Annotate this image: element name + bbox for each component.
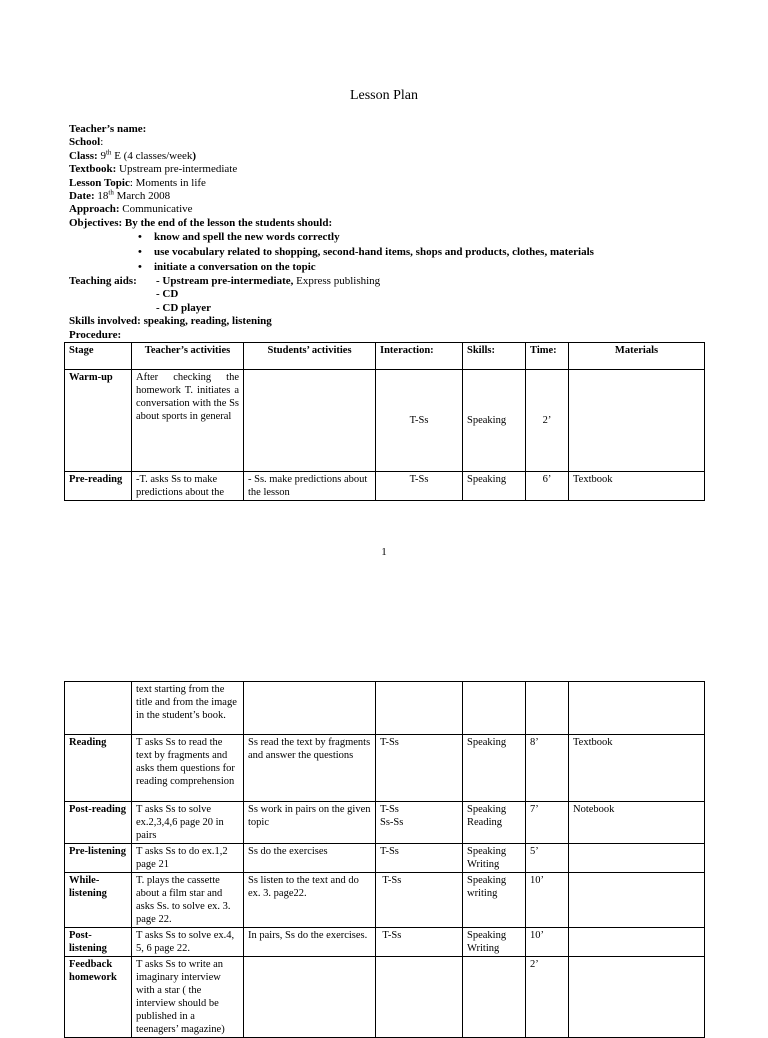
skills-cell [463, 682, 526, 735]
skills-cell: Speaking [463, 735, 526, 802]
interaction-cell: T-Ss [376, 735, 463, 802]
procedure-label: Procedure: [69, 328, 122, 341]
teacher-name-line: Teacher’s name: [69, 123, 147, 135]
students-cell: Ss listen to the text and do ex. 3. page22. [244, 873, 376, 928]
header-time: Time: [526, 343, 569, 370]
table-row [65, 957, 705, 1038]
page-number: 1 [381, 546, 387, 558]
objective-item: • use vocabulary related to shopping, second-hand items, shops and products, clothes, materials [154, 245, 594, 260]
time-cell [526, 682, 569, 735]
skills-cell: Speaking writing [463, 873, 526, 928]
students-cell [244, 370, 376, 472]
aid-item: - CD player [156, 301, 211, 314]
teacher-cell: T asks Ss to read the text by fragments and asks them questions for reading comprehension [132, 735, 244, 802]
objectives-list [154, 230, 594, 275]
time-cell: 5’ [526, 844, 569, 873]
materials-cell: Notebook [569, 802, 705, 844]
aid-item: - CD [156, 288, 179, 301]
objective-item: • initiate a conversation on the topic [154, 260, 594, 275]
teacher-cell: text starting from the title and from the image in the student’s book. [132, 682, 244, 735]
interaction-cell [376, 682, 463, 735]
approach-line: Approach: Communicative [69, 203, 193, 216]
table-row [65, 370, 705, 472]
materials-cell: Textbook [569, 472, 705, 501]
students-cell [244, 682, 376, 735]
students-cell: Ss do the exercises [244, 844, 376, 873]
table-row [65, 472, 705, 501]
students-cell [244, 957, 376, 1038]
skills-cell: Speaking Writing [463, 844, 526, 873]
teacher-cell: T asks Ss to solve ex.2,3,4,6 page 20 in pairs [132, 802, 244, 844]
time-cell: 10’ [526, 928, 569, 957]
teaching-aids-line: Teaching aids: - Upstream pre-intermediate, Express publishing [69, 275, 381, 287]
interaction-cell [376, 957, 463, 1038]
objective-item: • know and spell the new words correctly [154, 230, 594, 245]
header-materials: Materials [569, 343, 705, 370]
header-skills: Skills: [463, 343, 526, 370]
interaction-cell: T-Ss [376, 472, 463, 501]
materials-cell [569, 682, 705, 735]
materials-cell [569, 928, 705, 957]
interaction-cell: T-Ss [376, 873, 463, 928]
table-row [65, 682, 705, 735]
topic-line: Lesson Topic: Moments in life [69, 176, 206, 189]
stage-cell: Warm-up [65, 370, 132, 472]
interaction-cell: T-Ss Ss-Ss [376, 802, 463, 844]
materials-cell [569, 957, 705, 1038]
time-cell: 7’ [526, 802, 569, 844]
stage-cell [65, 682, 132, 735]
interaction-cell: T-Ss [376, 928, 463, 957]
interaction-cell: T-Ss [376, 844, 463, 873]
stage-cell: Post-reading [65, 802, 132, 844]
table-row [65, 928, 705, 957]
table-row [65, 873, 705, 928]
students-cell: Ss read the text by fragments and answer the questions [244, 735, 376, 802]
students-cell: - Ss. make predictions about the lesson [244, 472, 376, 501]
materials-cell [569, 844, 705, 873]
table-header-row [65, 343, 705, 370]
materials-cell: Textbook [569, 735, 705, 802]
stage-cell: While-listening [65, 873, 132, 928]
school-line: School: [69, 136, 104, 149]
teacher-cell: T asks Ss to solve ex.4, 5, 6 page 22. [132, 928, 244, 957]
materials-cell [569, 873, 705, 928]
stage-cell: Reading [65, 735, 132, 802]
header-teacher: Teacher’s activities [132, 343, 244, 370]
skills-cell: Speaking [463, 472, 526, 501]
skills-cell: Speaking [463, 370, 526, 472]
students-cell: In pairs, Ss do the exercises. [244, 928, 376, 957]
skills-cell: Speaking Writing [463, 928, 526, 957]
header-block [69, 123, 332, 230]
document-title: Lesson Plan [349, 88, 419, 103]
date-line: Date: 18th March 2008 [69, 188, 171, 203]
table-row [65, 735, 705, 802]
procedure-table-page2 [64, 681, 705, 1038]
table-row [65, 802, 705, 844]
teacher-cell: -T. asks Ss to make predictions about the [132, 472, 244, 501]
teacher-cell: T. plays the cassette about a film star and asks Ss. to solve ex. 3. page 22. [132, 873, 244, 928]
stage-cell: Post-listening [65, 928, 132, 957]
textbook-line: Textbook: Upstream pre-intermediate [69, 163, 238, 176]
teaching-aids-block [69, 275, 381, 342]
interaction-cell: T-Ss [376, 370, 463, 472]
time-cell: 6’ [526, 472, 569, 501]
time-cell: 2’ [526, 370, 569, 472]
time-cell: 8’ [526, 735, 569, 802]
teacher-cell: T asks Ss to do ex.1,2 page 21 [132, 844, 244, 873]
teacher-cell: T asks Ss to write an imaginary interview with a star ( the interview should be published in a teenagers’ magazine) [132, 957, 244, 1038]
time-cell: 10’ [526, 873, 569, 928]
objectives-line: Objectives: By the end of the lesson the students should: [69, 216, 333, 229]
header-stage: Stage [65, 343, 132, 370]
materials-cell [569, 370, 705, 472]
students-cell: Ss work in pairs on the given topic [244, 802, 376, 844]
stage-cell: Pre-reading [65, 472, 132, 501]
skills-cell: Speaking Reading [463, 802, 526, 844]
skills-cell [463, 957, 526, 1038]
header-interaction: Interaction: [376, 343, 463, 370]
teacher-cell: After checking the homework T. initiates a conversation with the Ss about sports in general [132, 370, 244, 472]
header-students: Students’ activities [244, 343, 376, 370]
stage-cell: Pre-listening [65, 844, 132, 873]
class-line: Class: 9th E (4 classes/week) [69, 148, 197, 162]
table-row [65, 844, 705, 873]
stage-cell: Feedback homework [65, 957, 132, 1038]
skills-line: Skills involved: speaking, reading, listening [69, 315, 272, 328]
procedure-table-page1 [64, 342, 705, 501]
time-cell: 2’ [526, 957, 569, 1038]
